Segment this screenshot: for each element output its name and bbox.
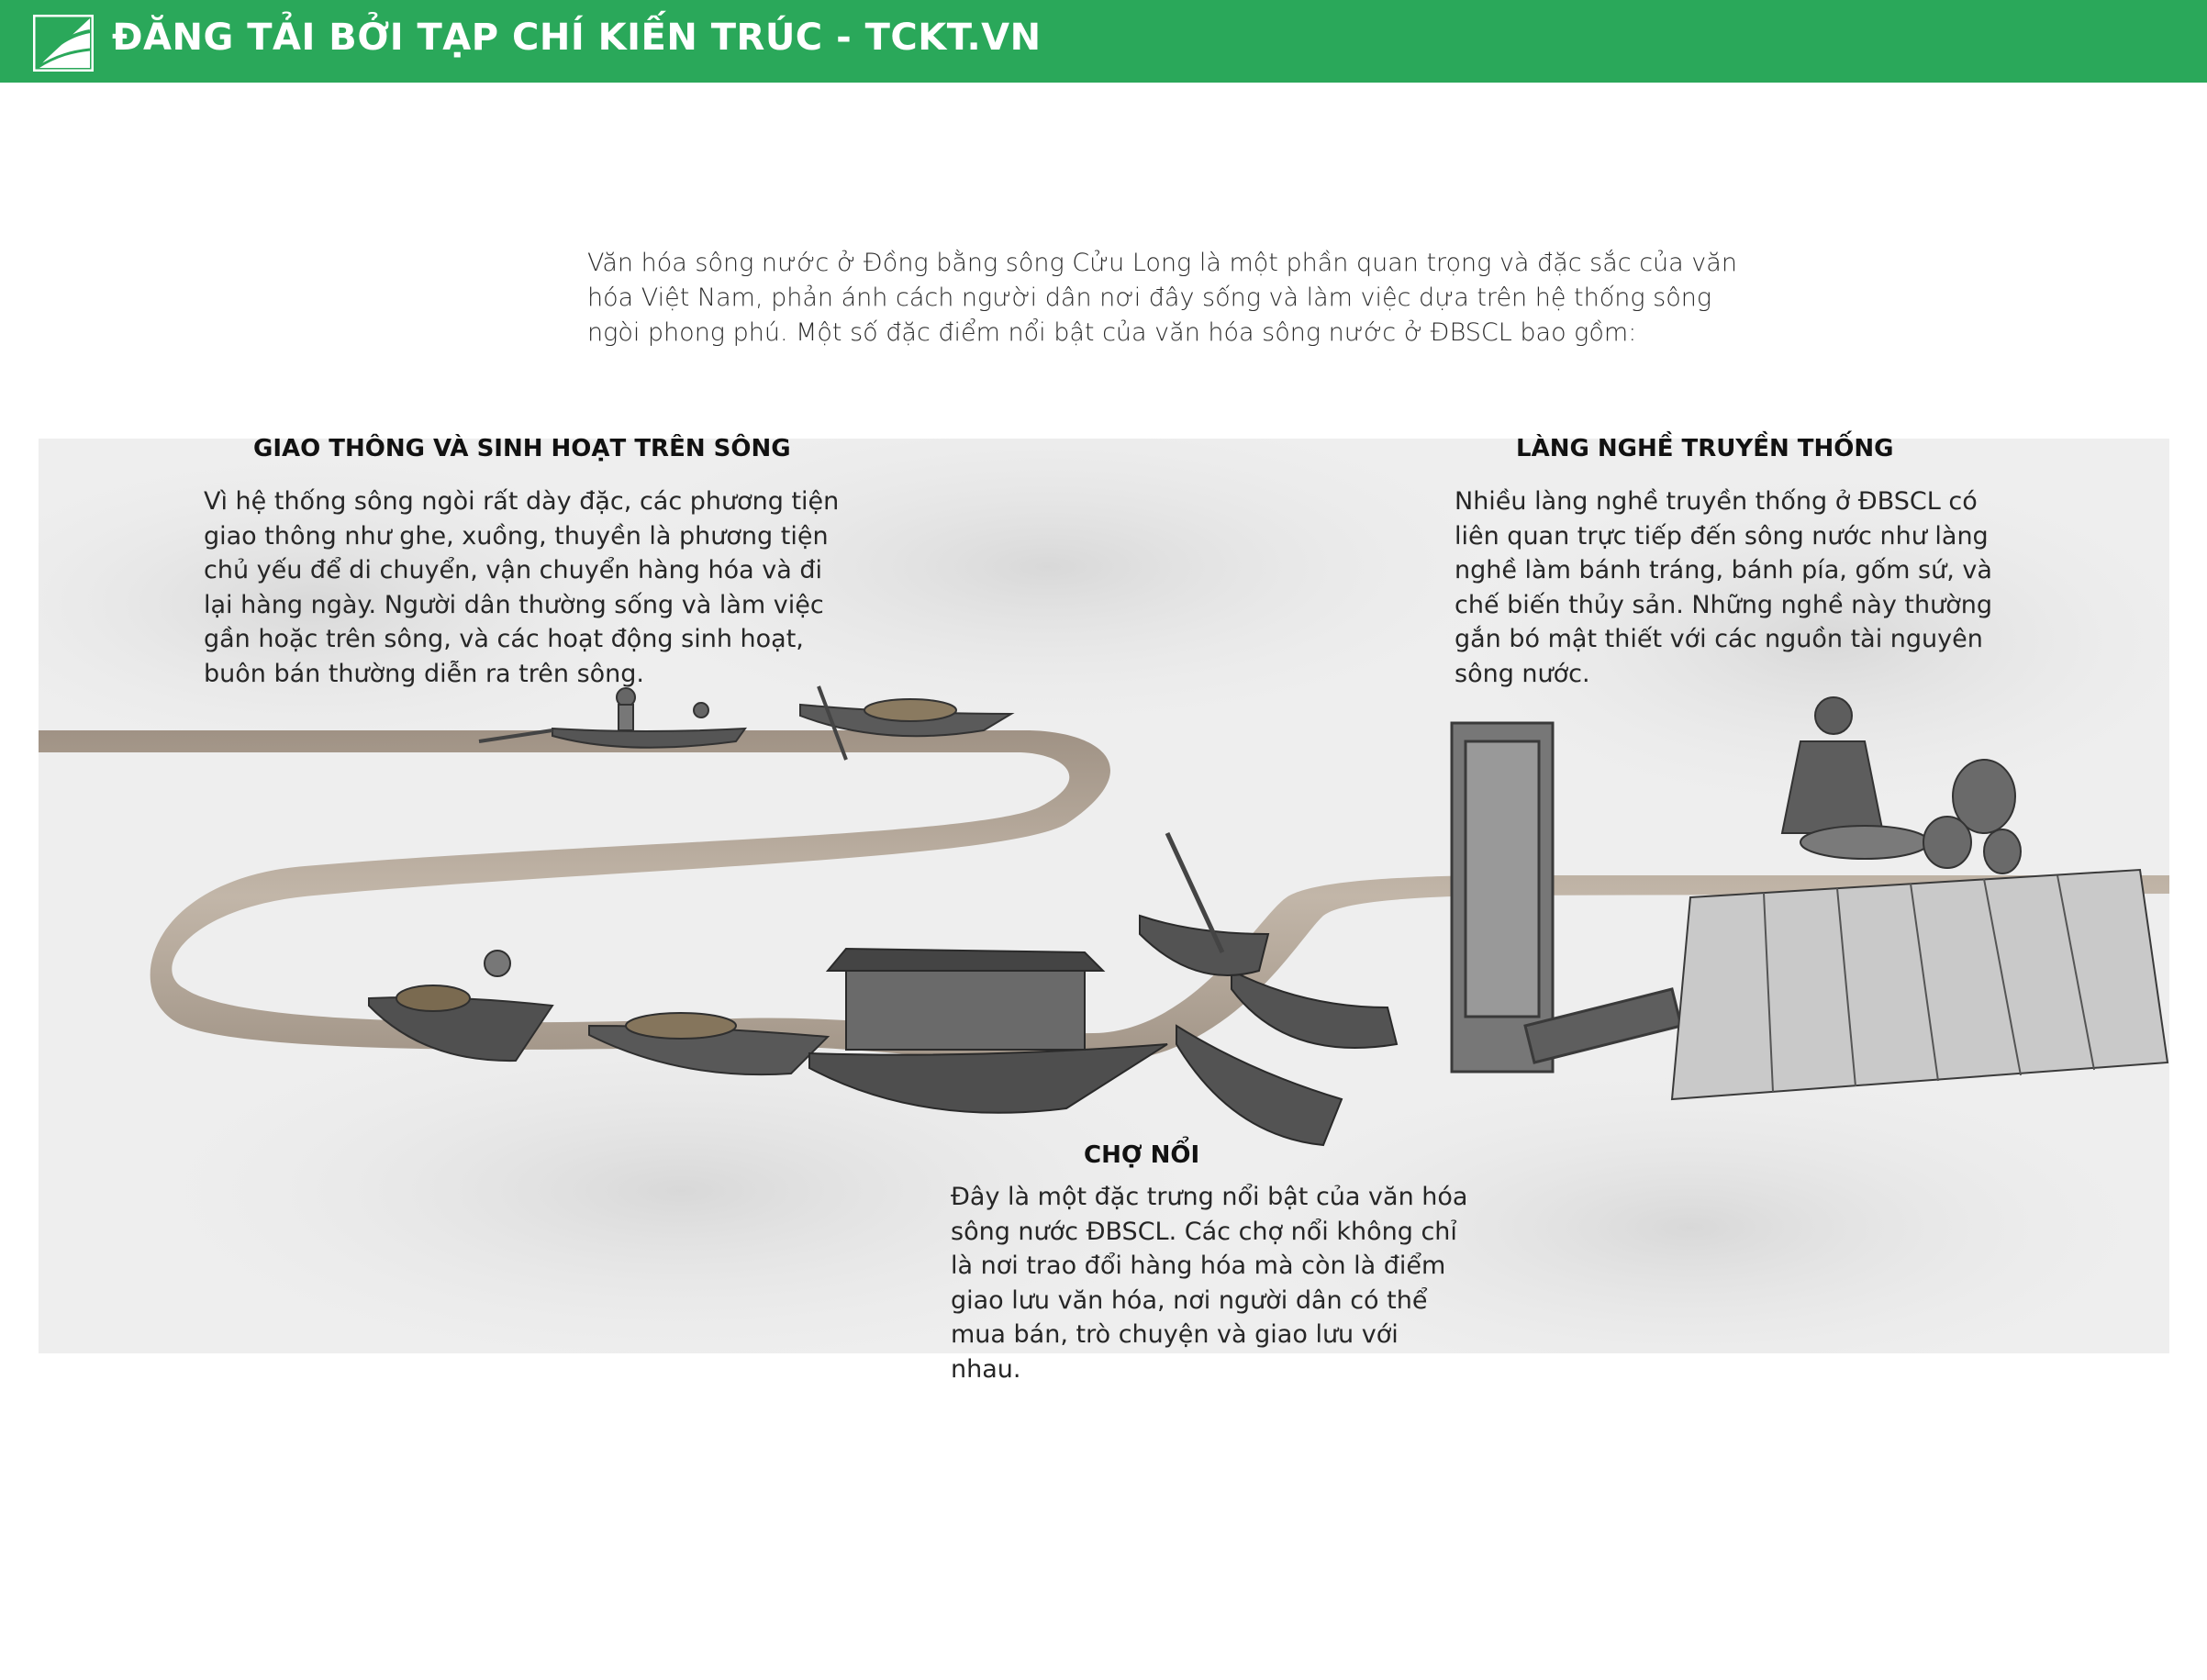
rice-paper-racks	[1672, 870, 2168, 1099]
text-floating-market: Đây là một đặc trưng nổi bật của văn hóa sông nước ĐBSCL. Các chợ nổi không chỉ là nơi trao đổi hàng hóa mà còn là điểm giao lưu văn hóa, nơi người dân có thể mua bán, trò chuyện và giao lưu với nhau.	[951, 1183, 1468, 1384]
text-craft-villages: Nhiều làng nghề truyền thống ở ĐBSCL có liên quan trực tiếp đến sông nước như làng nghề làm bánh tráng, bánh pía, gốm sứ, và chế biến thủy sản. Những nghề này thường gắn bó mật thiết với các nguồn tài nguyên sông nước.	[1455, 487, 1992, 688]
heading-floating-market: CHỢ NỔI	[1084, 1141, 1200, 1169]
top-banner	[0, 0, 2207, 83]
heading-transport: GIAO THÔNG VÀ SINH HOẠT TRÊN SÔNG	[253, 435, 791, 462]
banner-title: ĐĂNG TẢI BỞI TẠP CHÍ KIẾN TRÚC - TCKT.VN	[112, 17, 1042, 59]
intro-paragraph: Văn hóa sông nước ở Đồng bằng sông Cửu Long là một phần quan trọng và đặc sắc của văn hóa Việt Nam, phản ánh cách người dân nơi đây sống và làm việc dựa trên hệ thống sông ngòi phong phú. Một số đặc điểm nổi bật của văn hóa sông nước ở ĐBSCL bao gồm:	[587, 249, 1737, 347]
text-transport: Vì hệ thống sông ngòi rất dày đặc, các phương tiện giao thông như ghe, xuồng, thuyền là phương tiện chủ yếu để di chuyển, vận chuyển hàng hóa và đi lại hàng ngày. Người dân thường sống và làm việc gần hoặc trên sông, và các hoạt động sinh hoạt, buôn bán thường diễn ra trên sông.	[204, 487, 840, 688]
tckt-logo-icon	[33, 15, 94, 72]
heading-craft-villages: LÀNG NGHỀ TRUYỀN THỐNG	[1516, 435, 1894, 462]
